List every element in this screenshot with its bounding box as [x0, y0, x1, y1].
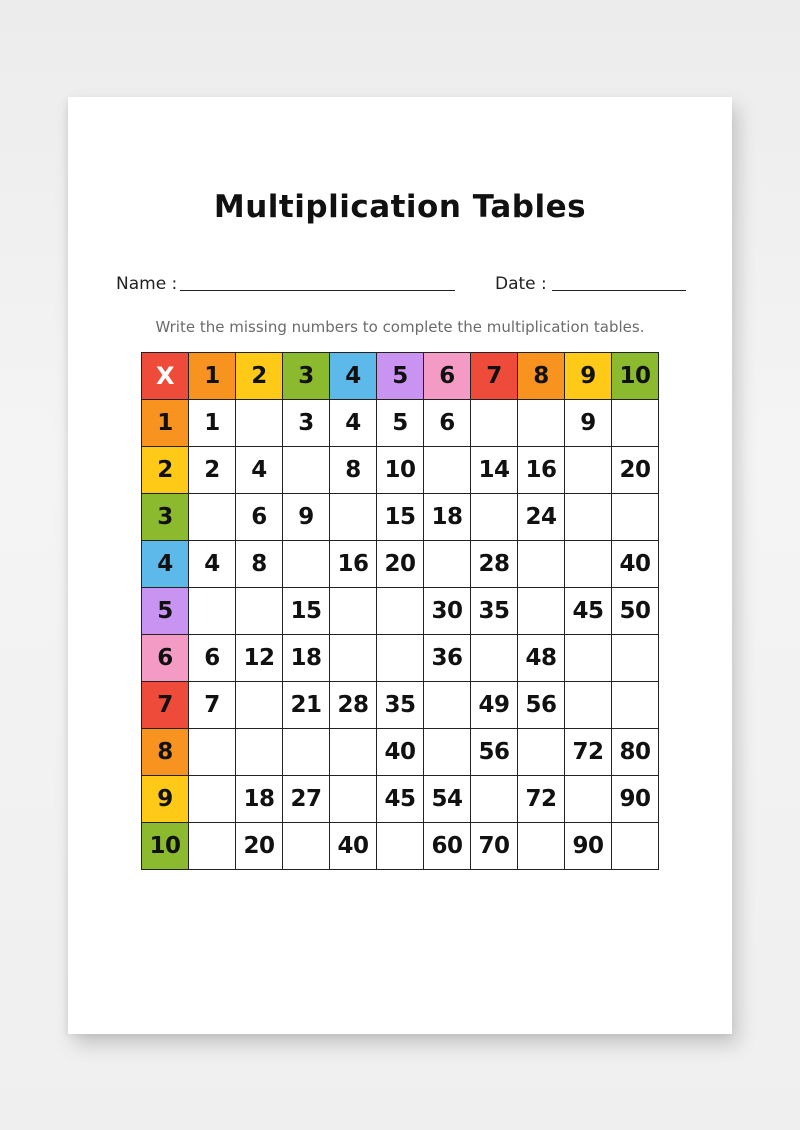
product-cell: 18 [236, 776, 283, 823]
row-header-1: 1 [142, 400, 189, 447]
blank-answer-cell[interactable] [236, 682, 283, 729]
product-cell: 6 [189, 635, 236, 682]
blank-answer-cell[interactable] [612, 494, 659, 541]
blank-answer-cell[interactable] [471, 776, 518, 823]
table-row [142, 541, 659, 588]
product-cell: 5 [377, 400, 424, 447]
product-cell: 8 [330, 447, 377, 494]
product-cell: 45 [377, 776, 424, 823]
table-row [142, 400, 659, 447]
table-row [142, 776, 659, 823]
blank-answer-cell[interactable] [189, 776, 236, 823]
product-cell: 7 [189, 682, 236, 729]
product-cell: 27 [283, 776, 330, 823]
blank-answer-cell[interactable] [612, 823, 659, 870]
product-cell: 18 [283, 635, 330, 682]
blank-answer-cell[interactable] [565, 541, 612, 588]
blank-answer-cell[interactable] [471, 494, 518, 541]
product-cell: 49 [471, 682, 518, 729]
date-field[interactable] [552, 290, 686, 291]
product-cell: 40 [377, 729, 424, 776]
column-header-6: 6 [424, 353, 471, 400]
blank-answer-cell[interactable] [424, 729, 471, 776]
product-cell: 16 [330, 541, 377, 588]
product-cell: 9 [283, 494, 330, 541]
product-cell: 6 [424, 400, 471, 447]
product-cell: 2 [189, 447, 236, 494]
product-cell: 40 [612, 541, 659, 588]
product-cell: 10 [377, 447, 424, 494]
product-cell: 36 [424, 635, 471, 682]
product-cell: 16 [518, 447, 565, 494]
blank-answer-cell[interactable] [565, 776, 612, 823]
column-header-7: 7 [471, 353, 518, 400]
blank-answer-cell[interactable] [518, 729, 565, 776]
blank-answer-cell[interactable] [565, 635, 612, 682]
blank-answer-cell[interactable] [424, 447, 471, 494]
blank-answer-cell[interactable] [565, 447, 612, 494]
blank-answer-cell[interactable] [471, 400, 518, 447]
product-cell: 40 [330, 823, 377, 870]
table-row [142, 494, 659, 541]
product-cell: 30 [424, 588, 471, 635]
column-header-8: 8 [518, 353, 565, 400]
product-cell: 56 [518, 682, 565, 729]
blank-answer-cell[interactable] [612, 400, 659, 447]
blank-answer-cell[interactable] [518, 588, 565, 635]
blank-answer-cell[interactable] [565, 494, 612, 541]
blank-answer-cell[interactable] [471, 635, 518, 682]
product-cell: 60 [424, 823, 471, 870]
blank-answer-cell[interactable] [236, 729, 283, 776]
blank-answer-cell[interactable] [518, 400, 565, 447]
multiplication-grid [141, 352, 659, 870]
product-cell: 14 [471, 447, 518, 494]
product-cell: 90 [612, 776, 659, 823]
product-cell: 72 [565, 729, 612, 776]
product-cell: 9 [565, 400, 612, 447]
blank-answer-cell[interactable] [236, 588, 283, 635]
product-cell: 80 [612, 729, 659, 776]
column-header-3: 3 [283, 353, 330, 400]
blank-answer-cell[interactable] [236, 400, 283, 447]
blank-answer-cell[interactable] [283, 729, 330, 776]
row-header-8: 8 [142, 729, 189, 776]
blank-answer-cell[interactable] [189, 729, 236, 776]
row-header-3: 3 [142, 494, 189, 541]
column-header-1: 1 [189, 353, 236, 400]
blank-answer-cell[interactable] [330, 588, 377, 635]
product-cell: 90 [565, 823, 612, 870]
corner-x-cell: X [142, 353, 189, 400]
table-row [142, 729, 659, 776]
product-cell: 48 [518, 635, 565, 682]
row-header-6: 6 [142, 635, 189, 682]
column-header-4: 4 [330, 353, 377, 400]
product-cell: 20 [377, 541, 424, 588]
product-cell: 20 [236, 823, 283, 870]
product-cell: 21 [283, 682, 330, 729]
product-cell: 56 [471, 729, 518, 776]
blank-answer-cell[interactable] [518, 823, 565, 870]
product-cell: 6 [236, 494, 283, 541]
blank-answer-cell[interactable] [330, 776, 377, 823]
date-label: Date : [495, 274, 547, 294]
row-header-2: 2 [142, 447, 189, 494]
page-title: Multiplication Tables [213, 189, 587, 225]
blank-answer-cell[interactable] [283, 823, 330, 870]
row-header-4: 4 [142, 541, 189, 588]
blank-answer-cell[interactable] [283, 447, 330, 494]
blank-answer-cell[interactable] [330, 729, 377, 776]
blank-answer-cell[interactable] [330, 635, 377, 682]
product-cell: 28 [330, 682, 377, 729]
table-row [142, 635, 659, 682]
product-cell: 4 [236, 447, 283, 494]
table-row [142, 823, 659, 870]
row-header-10: 10 [142, 823, 189, 870]
blank-answer-cell[interactable] [189, 588, 236, 635]
column-header-10: 10 [612, 353, 659, 400]
blank-answer-cell[interactable] [283, 541, 330, 588]
product-cell: 20 [612, 447, 659, 494]
product-cell: 4 [330, 400, 377, 447]
blank-answer-cell[interactable] [565, 682, 612, 729]
column-header-5: 5 [377, 353, 424, 400]
name-field[interactable] [180, 290, 455, 291]
column-header-9: 9 [565, 353, 612, 400]
instructions-text: Write the missing numbers to complete the multiplication tables. [155, 318, 645, 336]
product-cell: 45 [565, 588, 612, 635]
table-row [142, 682, 659, 729]
table-row [142, 447, 659, 494]
blank-answer-cell[interactable] [377, 588, 424, 635]
column-header-2: 2 [236, 353, 283, 400]
row-header-7: 7 [142, 682, 189, 729]
product-cell: 70 [471, 823, 518, 870]
header-row [142, 353, 659, 400]
product-cell: 1 [189, 400, 236, 447]
worksheet-page [68, 97, 732, 1034]
product-cell: 35 [471, 588, 518, 635]
blank-answer-cell[interactable] [518, 541, 565, 588]
blank-answer-cell[interactable] [377, 823, 424, 870]
blank-answer-cell[interactable] [612, 635, 659, 682]
product-cell: 24 [518, 494, 565, 541]
product-cell: 4 [189, 541, 236, 588]
row-header-9: 9 [142, 776, 189, 823]
product-cell: 50 [612, 588, 659, 635]
blank-answer-cell[interactable] [189, 494, 236, 541]
product-cell: 54 [424, 776, 471, 823]
product-cell: 12 [236, 635, 283, 682]
product-cell: 15 [377, 494, 424, 541]
blank-answer-cell[interactable] [424, 541, 471, 588]
table-row [142, 588, 659, 635]
blank-answer-cell[interactable] [424, 682, 471, 729]
blank-answer-cell[interactable] [377, 635, 424, 682]
row-header-5: 5 [142, 588, 189, 635]
blank-answer-cell[interactable] [612, 682, 659, 729]
blank-answer-cell[interactable] [189, 823, 236, 870]
product-cell: 8 [236, 541, 283, 588]
product-cell: 35 [377, 682, 424, 729]
product-cell: 3 [283, 400, 330, 447]
product-cell: 28 [471, 541, 518, 588]
blank-answer-cell[interactable] [330, 494, 377, 541]
product-cell: 15 [283, 588, 330, 635]
product-cell: 72 [518, 776, 565, 823]
product-cell: 18 [424, 494, 471, 541]
name-label: Name : [116, 274, 178, 294]
